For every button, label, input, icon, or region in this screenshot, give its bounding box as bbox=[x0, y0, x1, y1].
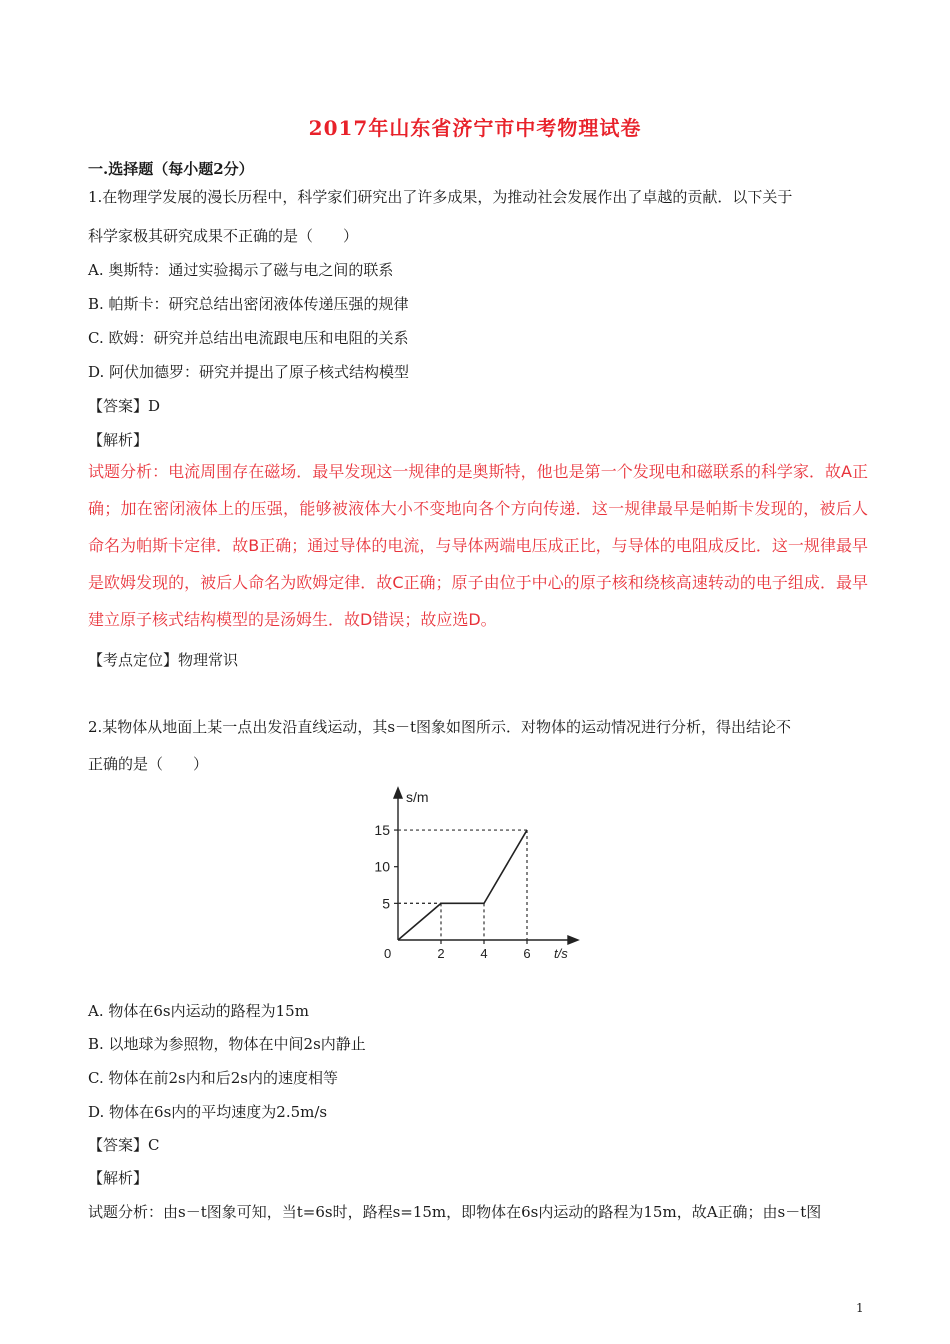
q2-option-a: A. 物体在6s内运动的路程为15m bbox=[88, 1002, 309, 1020]
tick-label-x-4: 4 bbox=[480, 946, 488, 961]
q2-analysis-label: 【解析】 bbox=[88, 1169, 149, 1187]
x-axis-label: t/s bbox=[554, 946, 568, 961]
q2-stem-line1: 2.某物体从地面上某一点出发沿直线运动，其s－t图象如图所示．对物体的运动情况进行分析，得出结论不 bbox=[88, 718, 792, 736]
q1-analysis-text: 试题分析：电流周围存在磁场．最早发现这一规律的是奥斯特，他也是第一个发现电和磁联系的科学家．故A正确；加在密闭液体上的压强，能够被液体大小不变地向各个方向传递．这一规律最早是帕斯卡发现的，被后人命名为帕斯卡定律．故B正确；通过导体的电流，与导体两端电压成正比，与导体的电阻成反比．这一规律最早是欧姆发现的，被后人命名为欧姆定律．故C正确；原子由位于中心的原子核和绕核高速转动的电子组成．最早建立原子核式结构模型的是汤姆生．故D错误；故应选D。 bbox=[88, 462, 868, 629]
q1-stem-line2: 科学家极其研究成果不正确的是（ ） bbox=[88, 227, 359, 245]
q1-option-a: A. 奥斯特：通过实验揭示了磁与电之间的联系 bbox=[88, 261, 394, 279]
q2-option-d: D. 物体在6s内的平均速度为2.5m/s bbox=[88, 1103, 328, 1121]
series-line bbox=[398, 830, 527, 940]
q1-key-point: 【考点定位】物理常识 bbox=[88, 651, 239, 669]
q2-analysis-line1: 试题分析：由s－t图象可知，当t=6s时，路程s=15m，即物体在6s内运动的路程为15m，故A正确；由s－t图 bbox=[88, 1203, 822, 1221]
q1-option-c: C. 欧姆：研究并总结出电流跟电压和电阻的关系 bbox=[88, 329, 409, 347]
tick-label-y-15: 15 bbox=[374, 822, 390, 839]
tick-label-x-0: 0 bbox=[384, 946, 392, 961]
tick-label-y-5: 5 bbox=[382, 895, 390, 912]
q1-option-b: B. 帕斯卡：研究总结出密闭液体传递压强的规律 bbox=[88, 295, 409, 313]
tick-label-x-2: 2 bbox=[437, 946, 445, 961]
s-t-chart bbox=[370, 782, 585, 967]
q1-stem-line1: 1.在物理学发展的漫长历程中，科学家们研究出了许多成果，为推动社会发展作出了卓越的贡献．以下关于 bbox=[88, 188, 793, 206]
q2-option-c: C. 物体在前2s内和后2s内的速度相等 bbox=[88, 1069, 338, 1087]
q1-analysis-label: 【解析】 bbox=[88, 431, 149, 449]
y-axis-label: s/m bbox=[406, 789, 429, 805]
tick-label-x-6: 6 bbox=[523, 946, 531, 961]
section-heading: 一.选择题（每小题2分） bbox=[88, 160, 254, 178]
tick-label-y-10: 10 bbox=[374, 858, 390, 875]
q2-answer: 【答案】C bbox=[88, 1136, 160, 1154]
page-number: 1 bbox=[856, 1301, 864, 1315]
q1-answer: 【答案】D bbox=[88, 397, 161, 415]
q2-stem-line2: 正确的是（ ） bbox=[88, 755, 209, 773]
page-title: 2017年山东省济宁市中考物理试卷 bbox=[308, 116, 642, 140]
q1-option-d: D. 阿伏加德罗：研究并提出了原子核式结构模型 bbox=[88, 363, 410, 381]
q2-option-b: B. 以地球为参照物，物体在中间2s内静止 bbox=[88, 1035, 366, 1053]
